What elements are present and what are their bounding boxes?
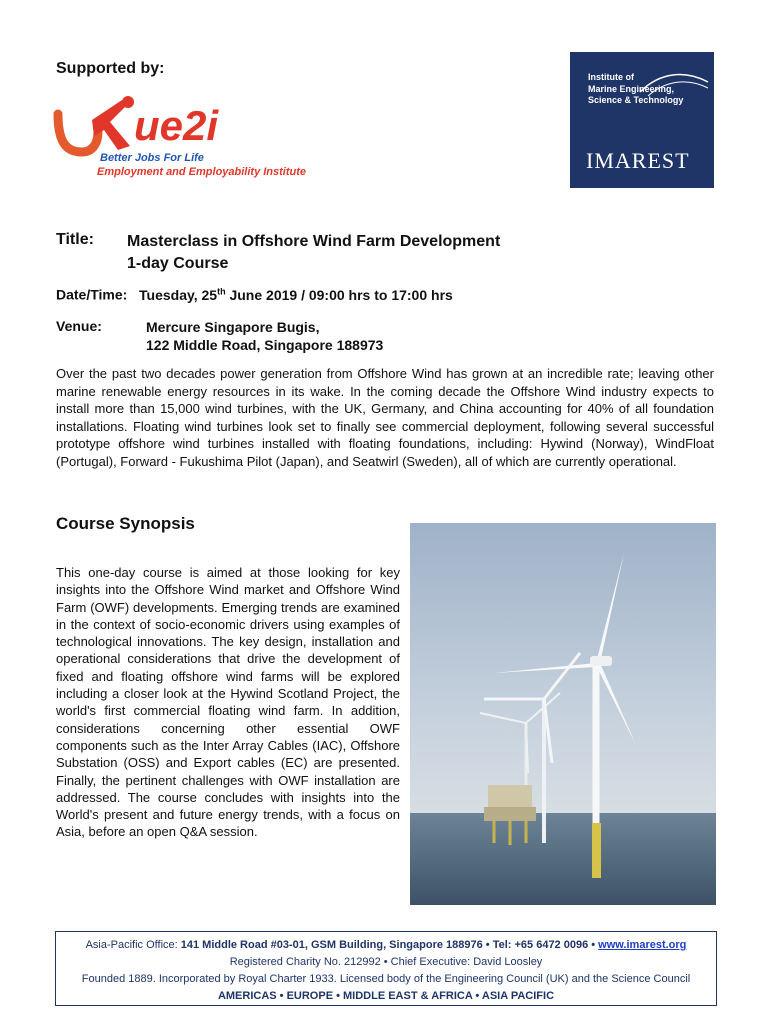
footer-founded-line: Founded 1889. Incorporated by Royal Charter 1933. Licensed body of the Engineering Council (UK) and the Science Council <box>81 973 691 985</box>
ue2i-logo-text: ue2i <box>134 102 219 149</box>
synopsis-paragraph: This one-day course is aimed at those looking for key insights into the Offshore Wind market and Offshore Wind Farm (OWF) developments. Emerging trends are examined in the context of socio-economic drivers using examples of technological innovations. The key design, installation and operational considerations that drive the development of fixed and floating offshore wind farms will be explored including a closer look at the Hywind Scotland Project, the world's first commercial floating wind farm. In addition, considerations concerning other essential OWF components such as the Inter Array Cables (IAC), Offshore Substation (OSS) and Export cables (EC) are presented. Finally, the pertinent challenges with OWF installation are addressed. The course concludes with insights into the World's present and future energy trends, with a focus on Asia, before an open Q&A session. <box>56 565 400 840</box>
footer-charity-line: Registered Charity No. 212992 • Chief Executive: David Loosley <box>229 956 543 968</box>
imarest-name: Institute of Marine Engineering, Science & Technology <box>588 72 684 105</box>
datetime-value: Tuesday, 25th June 2019 / 09:00 hrs to 17:00 hrs <box>139 286 453 303</box>
imarest-logo <box>570 52 714 188</box>
venue-label: Venue: <box>56 318 102 334</box>
footer-regions-line: AMERICAS • EUROPE • MIDDLE EAST & AFRICA • ASIA PACIFIC <box>217 990 555 1002</box>
venue-value: Mercure Singapore Bugis, 122 Middle Road, Singapore 188973 <box>146 319 384 353</box>
supported-by-label: Supported by: <box>56 60 165 77</box>
datetime-label: Date/Time: <box>56 286 128 303</box>
wind-turbine-photo <box>410 523 716 905</box>
intro-paragraph: Over the past two decades power generation from Offshore Wind has grown at an incredible rate; leaving other marine renewable energy resources in its wake. In the coming decade the Offshore Wind industry expects to install more than 15,000 wind turbines, with the UK, Germany, and China accounting for 40% of all foundation installations. Floating wind turbines look set to finally see commercial deployment, following several successful prototype offshore wind turbines installed with floating foundations, including: Hywind (Norway), WindFloat (Portugal), Forward - Fukushima Pilot (Japan), and Seatwirl (Sweden), all of which are currently operational. <box>56 366 714 469</box>
title-label: Title: <box>56 231 94 248</box>
imarest-wordmark: IMAREST <box>586 148 690 173</box>
course-title: Masterclass in Offshore Wind Farm Development 1-day Course <box>127 233 501 272</box>
synopsis-heading: Course Synopsis <box>56 514 195 533</box>
ue2i-institute-name: Employment and Employability Institute <box>97 166 307 178</box>
ue2i-tagline: Better Jobs For Life <box>100 152 204 164</box>
website-link[interactable]: www.imarest.org <box>598 939 687 951</box>
footer-box <box>55 931 717 1006</box>
footer-office-line: Asia-Pacific Office: 141 Middle Road #03-01, GSM Building, Singapore 188976 • Tel: +65 6472 0096 • www.imarest.org <box>85 939 687 951</box>
datetime-line <box>56 286 453 303</box>
